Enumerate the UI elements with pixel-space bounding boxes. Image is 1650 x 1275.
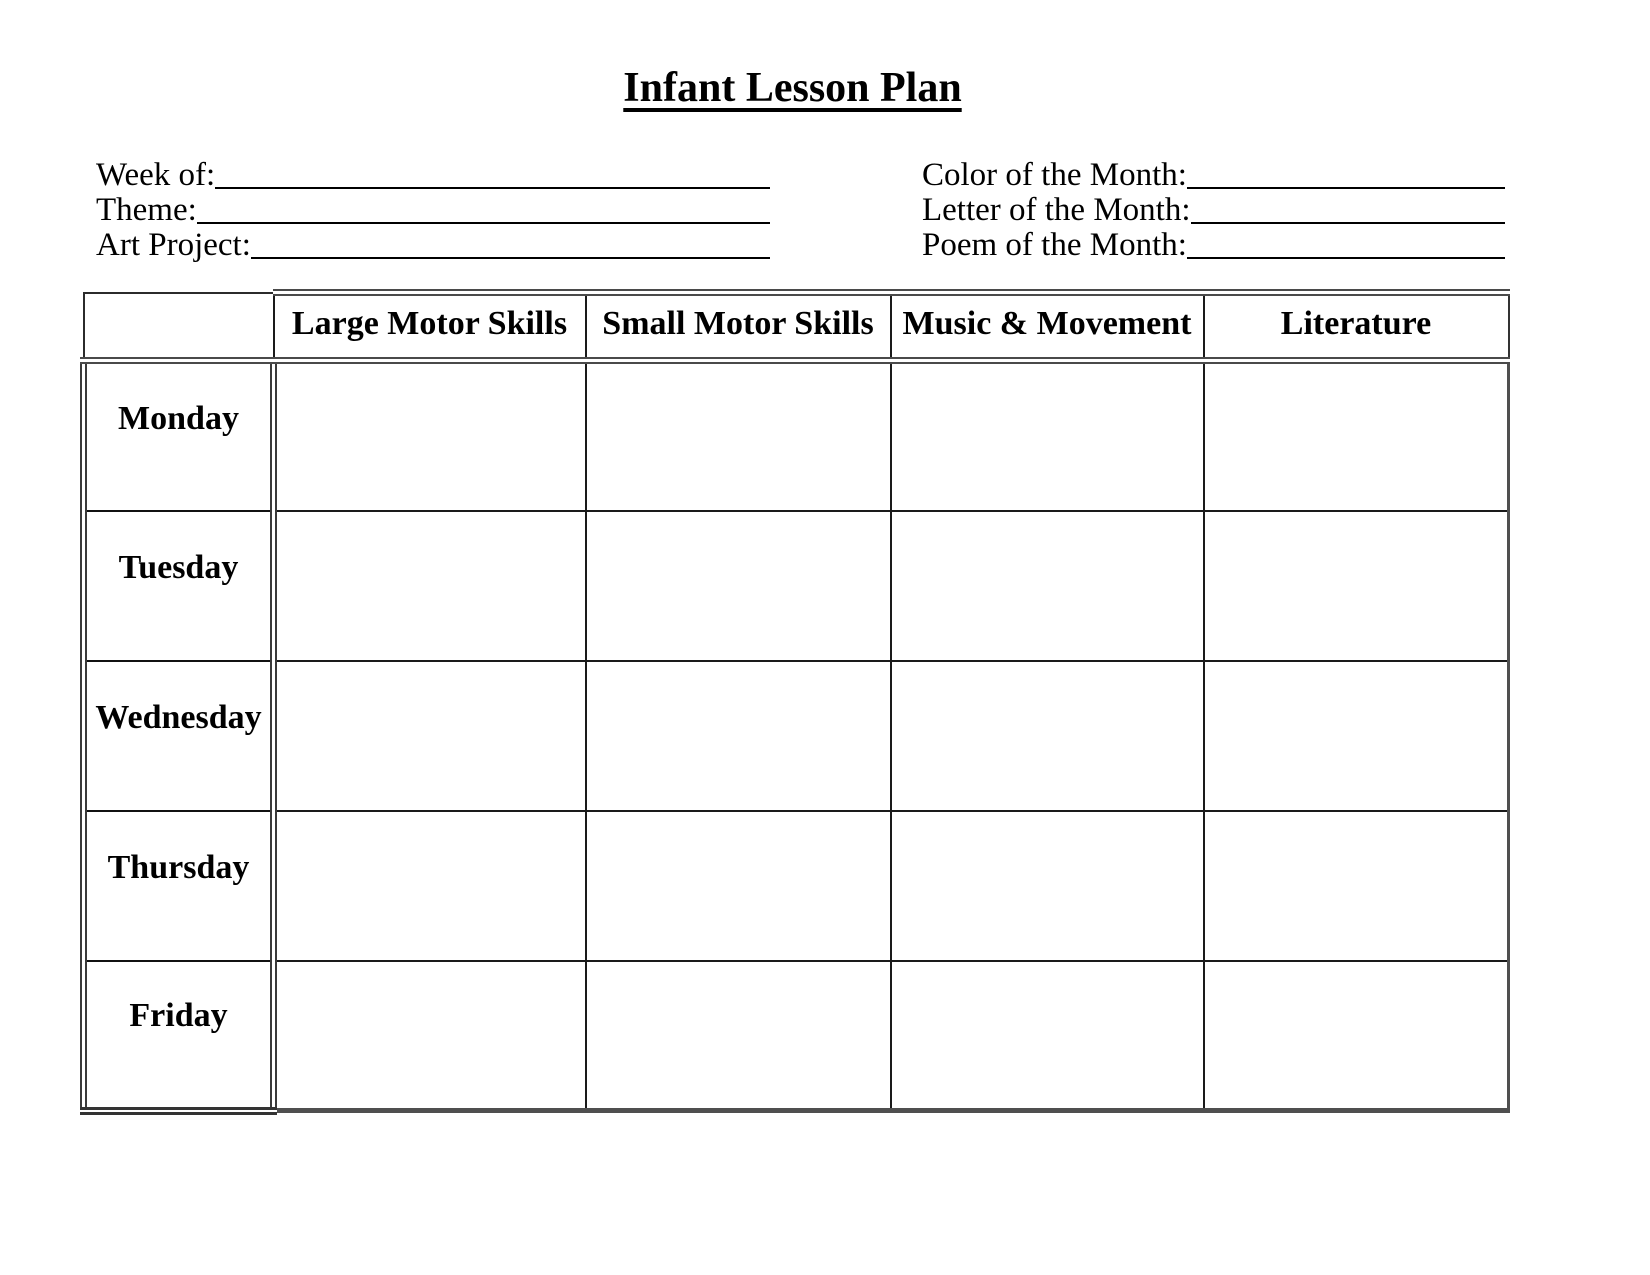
header-fields	[96, 158, 1505, 263]
field-theme	[96, 193, 770, 228]
column-header-literature: Literature	[1204, 293, 1509, 361]
blank-line-color-of-month	[1187, 158, 1505, 189]
field-letter-of-month	[922, 193, 1505, 228]
cell-friday-large-motor-skills	[274, 961, 586, 1111]
blank-line-week-of	[215, 158, 770, 189]
day-header-tuesday: Tuesday	[84, 511, 274, 661]
cell-tuesday-music-and-movement	[891, 511, 1204, 661]
fields-right-group	[922, 158, 1505, 263]
field-label-week-of: Week of:	[96, 157, 216, 193]
title-section	[80, 0, 1505, 112]
day-row-tuesday	[84, 511, 1509, 661]
lesson-plan-table	[80, 289, 1510, 1115]
page-title: Infant Lesson Plan	[623, 65, 962, 111]
cell-friday-literature	[1204, 961, 1509, 1111]
field-color-of-month	[922, 158, 1505, 193]
field-label-letter-of-month: Letter of the Month:	[922, 192, 1191, 228]
cell-monday-large-motor-skills	[274, 361, 586, 511]
field-art-project	[96, 228, 770, 263]
cell-thursday-large-motor-skills	[274, 811, 586, 961]
cell-monday-music-and-movement	[891, 361, 1204, 511]
day-header-monday: Monday	[84, 361, 274, 511]
blank-line-poem-of-month	[1187, 228, 1505, 259]
cell-tuesday-small-motor-skills	[586, 511, 891, 661]
corner-cell	[84, 293, 274, 361]
cell-thursday-music-and-movement	[891, 811, 1204, 961]
column-header-music-and-movement: Music & Movement	[891, 293, 1204, 361]
field-poem-of-month	[922, 228, 1505, 263]
cell-friday-music-and-movement	[891, 961, 1204, 1111]
day-header-wednesday: Wednesday	[84, 661, 274, 811]
field-label-theme: Theme:	[96, 192, 197, 228]
column-header-large-motor-skills: Large Motor Skills	[274, 293, 586, 361]
cell-monday-small-motor-skills	[586, 361, 891, 511]
cell-wednesday-music-and-movement	[891, 661, 1204, 811]
column-header-row	[84, 293, 1509, 361]
cell-wednesday-literature	[1204, 661, 1509, 811]
blank-line-letter-of-month	[1191, 193, 1505, 224]
field-label-poem-of-month: Poem of the Month:	[922, 227, 1187, 263]
day-row-friday	[84, 961, 1509, 1111]
blank-line-theme	[197, 193, 770, 224]
cell-tuesday-large-motor-skills	[274, 511, 586, 661]
field-label-art-project: Art Project:	[96, 227, 251, 263]
day-row-thursday	[84, 811, 1509, 961]
field-label-color-of-month: Color of the Month:	[922, 157, 1187, 193]
column-header-small-motor-skills: Small Motor Skills	[586, 293, 891, 361]
day-row-monday	[84, 361, 1509, 511]
cell-thursday-small-motor-skills	[586, 811, 891, 961]
cell-wednesday-small-motor-skills	[586, 661, 891, 811]
cell-thursday-literature	[1204, 811, 1509, 961]
field-week-of	[96, 158, 770, 193]
day-header-thursday: Thursday	[84, 811, 274, 961]
cell-tuesday-literature	[1204, 511, 1509, 661]
cell-friday-small-motor-skills	[586, 961, 891, 1111]
blank-line-art-project	[251, 228, 770, 259]
cell-wednesday-large-motor-skills	[274, 661, 586, 811]
day-row-wednesday	[84, 661, 1509, 811]
cell-monday-literature	[1204, 361, 1509, 511]
fields-left-group	[96, 158, 770, 263]
day-header-friday: Friday	[84, 961, 274, 1111]
